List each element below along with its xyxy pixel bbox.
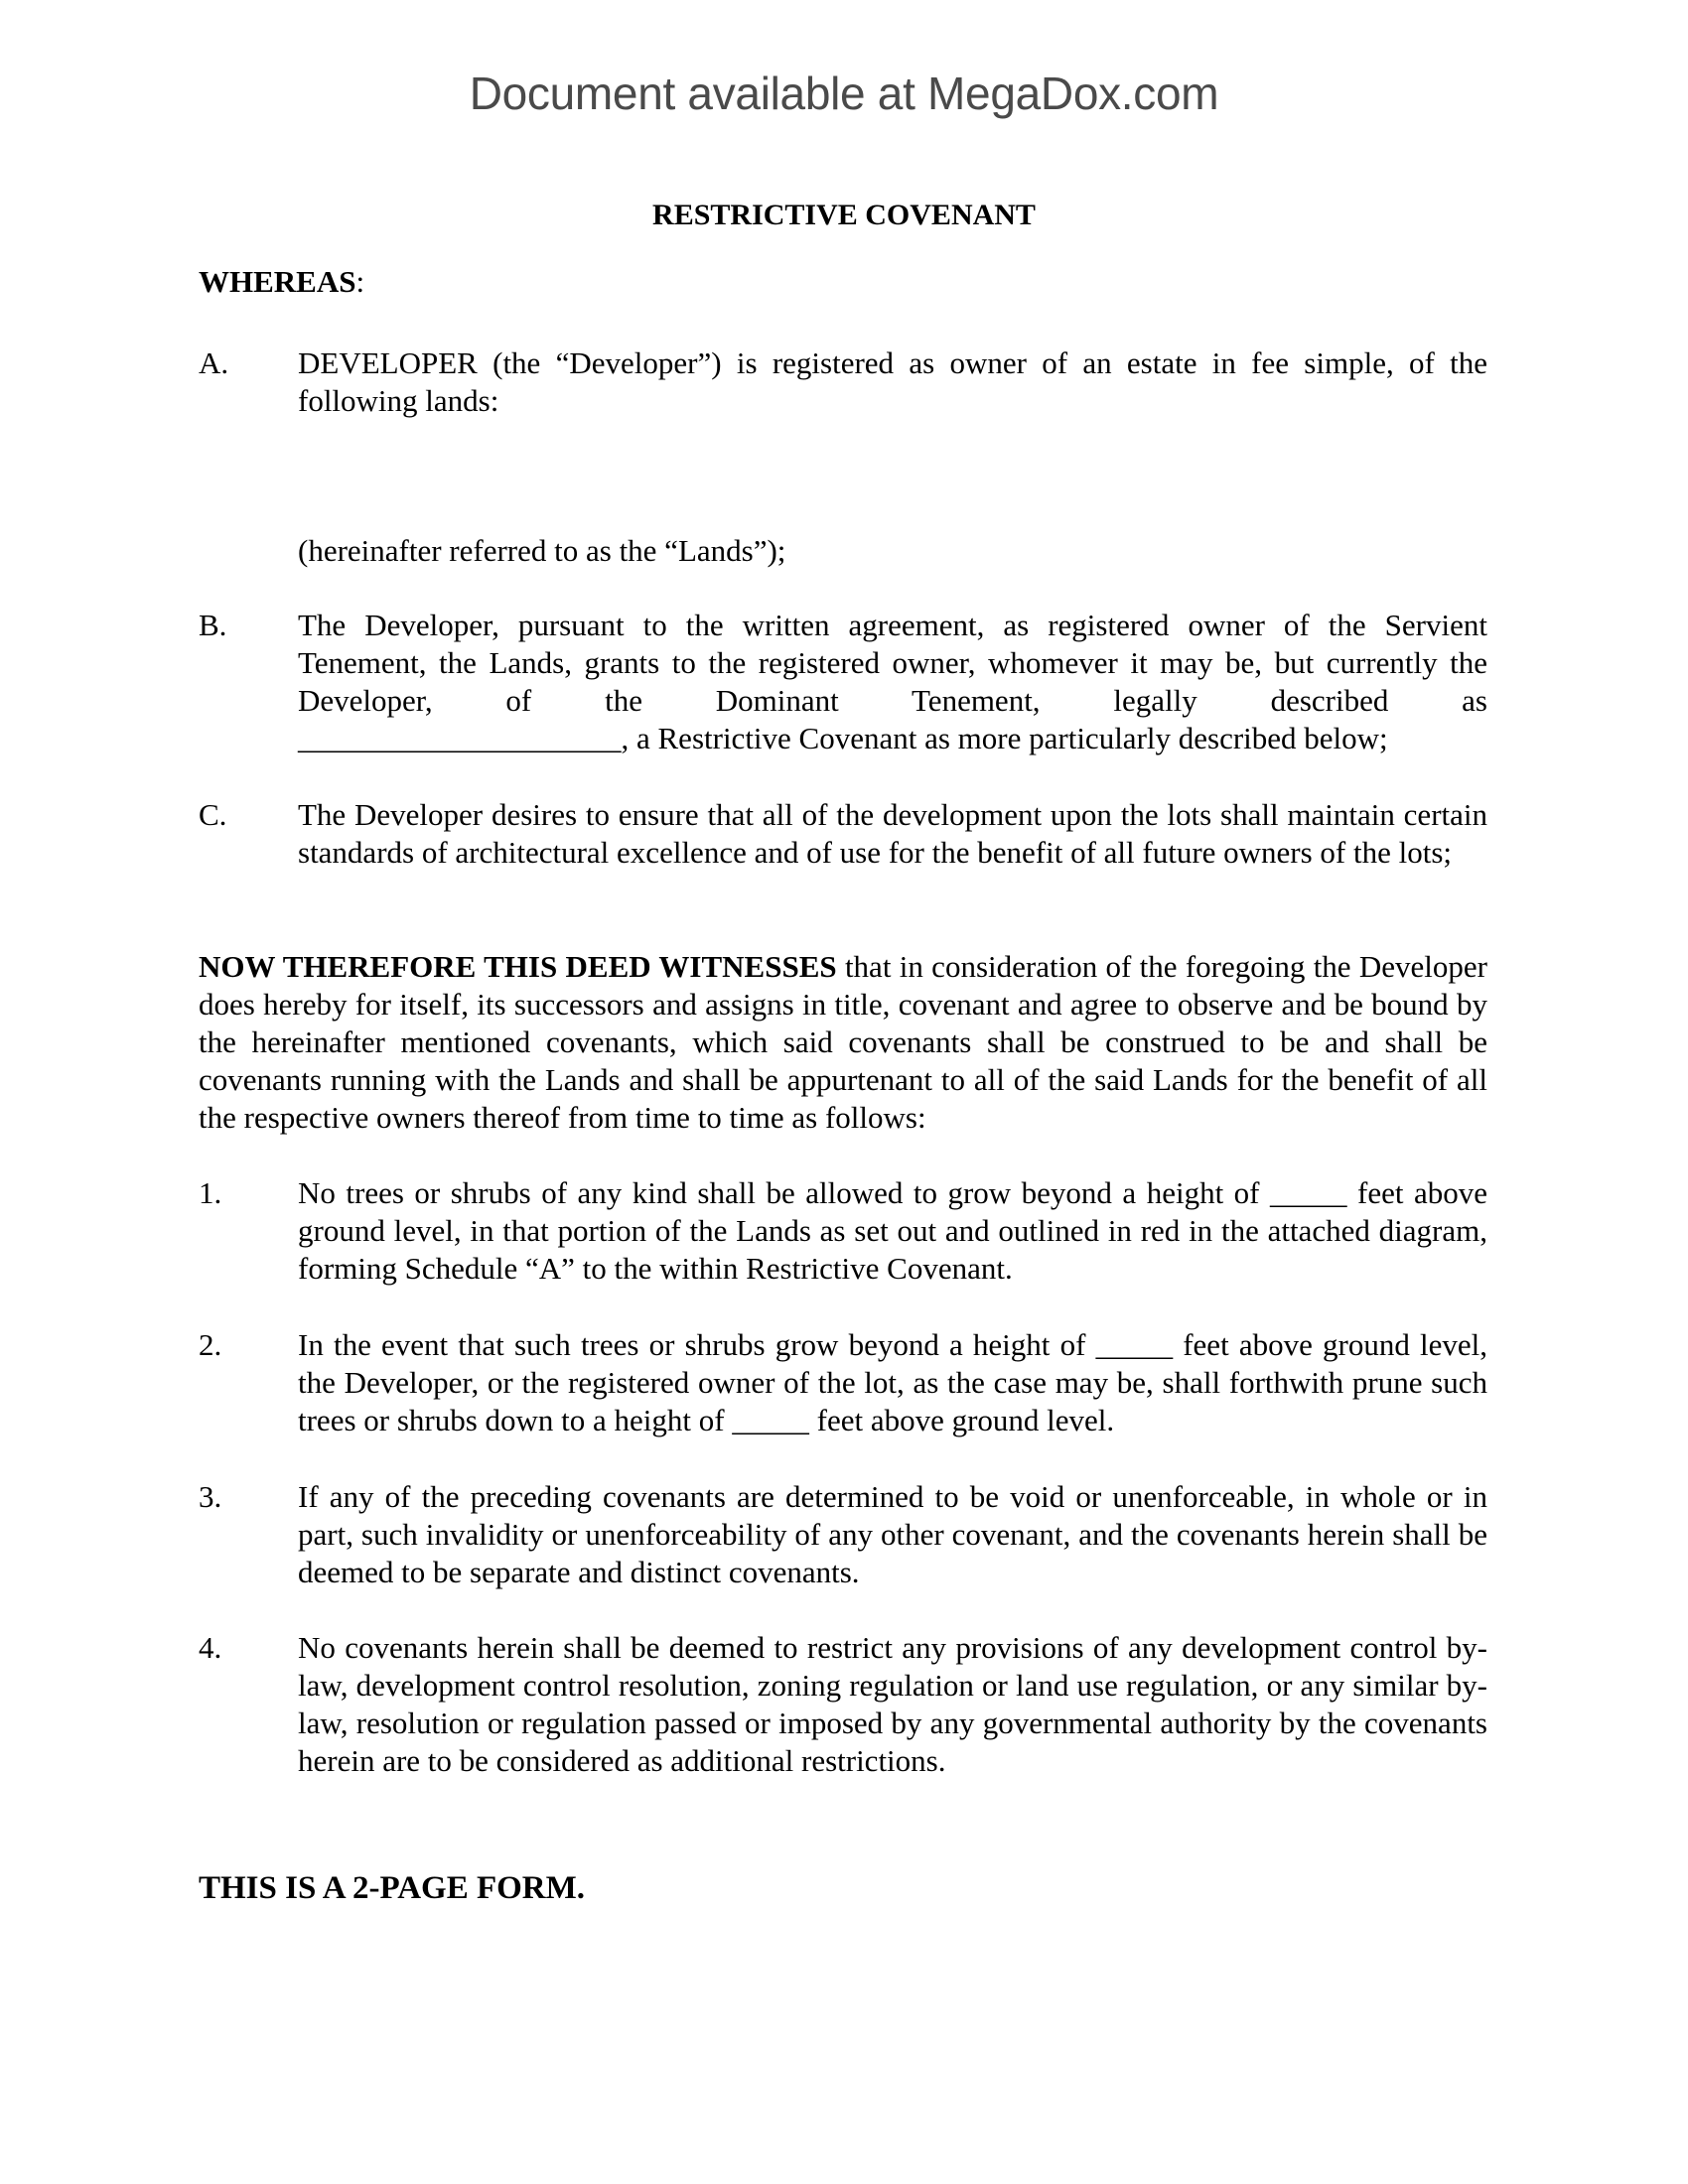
page-count-notice: THIS IS A 2-PAGE FORM. [199, 1870, 586, 1906]
document-title: RESTRICTIVE COVENANT [652, 199, 1036, 231]
covenant-3 [199, 1478, 1487, 1591]
witness-text: that in consideration of the foregoing the Developer does hereby for itself, its successors and assigns in title, covenant and agree to observe and be bound by the hereinafter mentioned covenants, which said covenants shall be construed to be and shall be covenants running with the Lands and shall be appurtenant to all of the said Lands for the benefit of all the respective owners thereof from time to time as follows: [199, 949, 1487, 1135]
covenant-text-part: feet above ground level. [808, 1403, 1115, 1437]
recital-b-text: The Developer, pursuant to the written agreement, as registered owner of the Servient Tenement, the Lands, grants to the registered owner, whomever it may be, but currently the Developer, of the Dominant Tenement, legally described as [298, 608, 1487, 718]
whereas-label: WHEREAS [199, 264, 356, 299]
covenant-text [298, 1326, 1487, 1439]
witness-heading: NOW THEREFORE THIS DEED WITNESSES [199, 949, 837, 984]
lands-reference: (hereinafter referred to as the “Lands”); [298, 533, 786, 568]
recital-c [199, 796, 1487, 872]
covenant-text-part: In the event that such trees or shrubs grow beyond a height of [298, 1327, 1096, 1362]
height-blank: _____ [1095, 1327, 1174, 1362]
witness-paragraph [199, 948, 1487, 1137]
whereas-colon: : [355, 264, 365, 299]
covenant-label: 1. [199, 1175, 222, 1210]
covenant-2 [199, 1326, 1487, 1439]
covenant-text-part: feet above ground level, the Developer, or the registered owner of the lot, as the case may be, shall forthwith prune such trees or shrubs down to a height of [298, 1327, 1487, 1437]
legal-description-blank: _____________________ [298, 721, 622, 755]
covenant-text-part: feet above ground level, in that portion of the Lands as set out and outlined in red in the attached diagram, forming Schedule “A” to the within Restrictive Covenant. [298, 1175, 1487, 1286]
recital-b-text-end: , a Restrictive Covenant as more particularly described below; [621, 721, 1388, 755]
watermark-banner: Document available at MegaDox.com [469, 68, 1219, 119]
covenant-label: 4. [199, 1630, 222, 1665]
recital-label: C. [199, 797, 227, 832]
covenant-label: 2. [199, 1327, 222, 1362]
covenant-label: 3. [199, 1479, 222, 1514]
covenant-text: If any of the preceding covenants are determined to be void or unenforceable, in whole or in part, such invalidity or unenforceability of any other covenant, and the covenants herein shall be deemed to be separate and distinct covenants. [298, 1479, 1487, 1589]
covenant-text [298, 1174, 1487, 1288]
recital-text: DEVELOPER (the “Developer”) is registered as owner of an estate in fee simple, of the following lands: [298, 345, 1487, 418]
recital-b [199, 607, 1487, 757]
recital-text [298, 607, 1487, 757]
recital-text: The Developer desires to ensure that all of the development upon the lots shall maintain certain standards of architectural excellence and of use for the benefit of all future owners of the lots; [298, 797, 1487, 870]
covenant-4 [199, 1629, 1487, 1780]
covenant-text: No covenants herein shall be deemed to restrict any provisions of any development control by-law, development control resolution, zoning regulation or land use regulation, or any similar by-law, resolution or regulation passed or imposed by any governmental authority by the covenants herein are to be considered as additional restrictions. [298, 1630, 1487, 1778]
covenant-1 [199, 1174, 1487, 1288]
covenant-text-part: No trees or shrubs of any kind shall be allowed to grow beyond a height of [298, 1175, 1271, 1210]
recital-a [199, 344, 1487, 420]
recital-label: B. [199, 608, 227, 642]
recital-label: A. [199, 345, 229, 380]
whereas-heading [199, 263, 364, 301]
prune-height-blank: _____ [732, 1403, 809, 1437]
height-blank: _____ [1270, 1175, 1347, 1210]
